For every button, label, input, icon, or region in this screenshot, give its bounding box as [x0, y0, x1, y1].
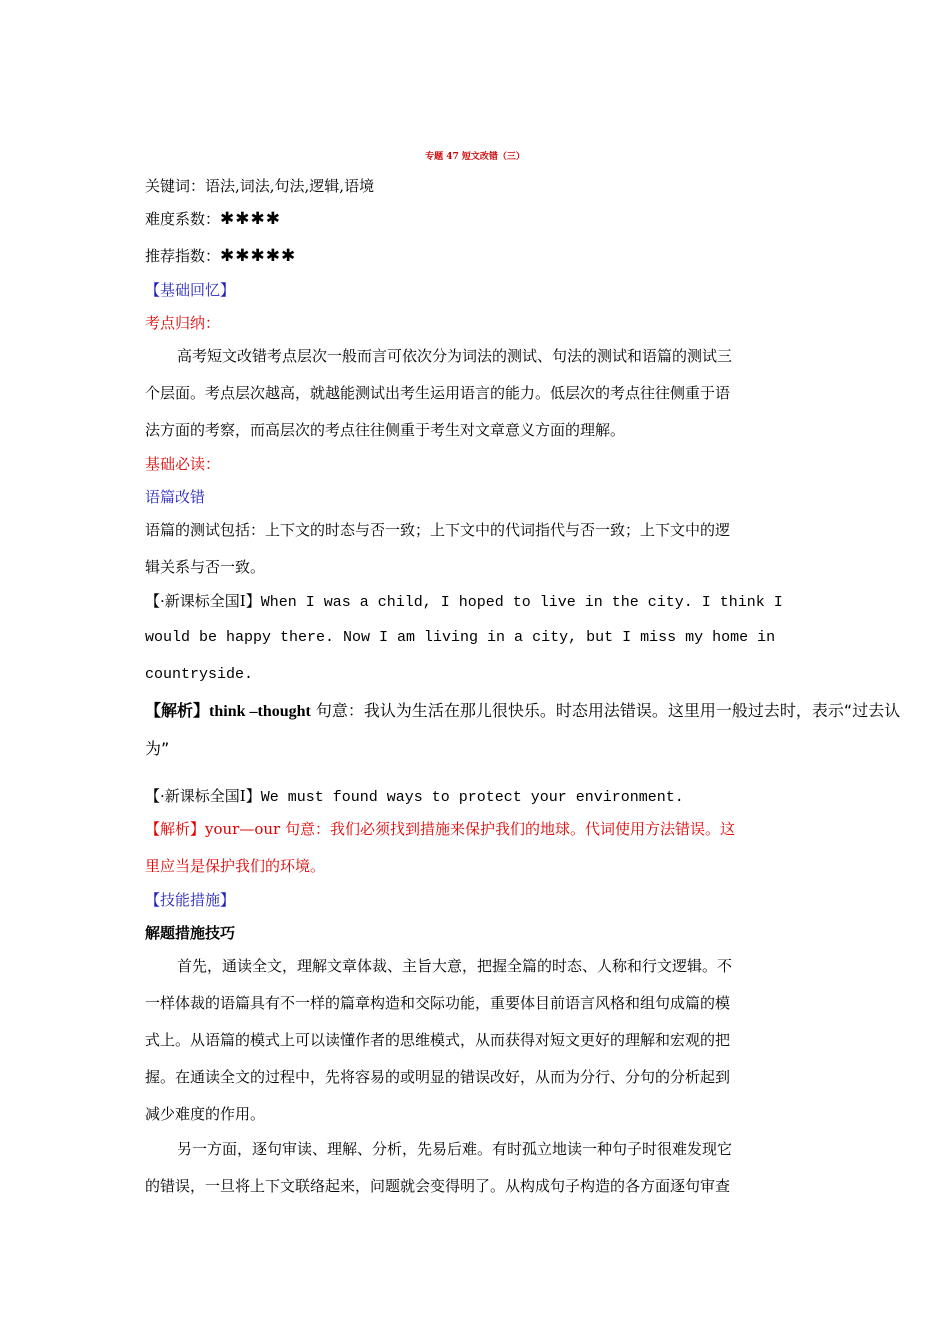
- example1-analysis-answer: think –thought: [209, 703, 311, 720]
- example1-source: 【·新课标全国Ⅰ】: [145, 592, 261, 610]
- difficulty-line: [145, 209, 281, 229]
- para1-line-4: 握。在通读全文的过程中，先将容易的或明显的错误改好，从而为分行、分句的分析起到: [145, 1068, 731, 1086]
- jichu-label: 基础必读：: [145, 455, 221, 473]
- example2-line: [145, 786, 684, 808]
- example1-text-1: When I was a child, I hoped to live in the city. I think I: [260, 594, 783, 611]
- para1-line-5: 减少难度的作用。: [145, 1105, 266, 1123]
- example1-line-3: countryside.: [145, 666, 254, 683]
- page-title: 专题 47 短文改错（三）: [425, 152, 525, 162]
- kaodian-line-2: 个层面。考点层次越高，就越能测试出考生运用语言的能力。低层次的考点往往侧重于语: [145, 384, 731, 402]
- yupian-line-2: 辑关系与否一致。: [145, 558, 266, 576]
- para1-line-1: 首先，通读全文，理解文章体裁、主旨大意，把握全篇的时态、人称和行文逻辑。不: [177, 957, 733, 975]
- kaodian-line-3: 法方面的考察，而高层次的考点往往侧重于考生对文章意义方面的理解。: [145, 421, 626, 439]
- difficulty-label: 难度系数：: [145, 210, 221, 228]
- recommend-line: [145, 246, 296, 266]
- skills-heading: 解题措施技巧: [145, 924, 236, 942]
- yupian-label: 语篇改错: [145, 488, 206, 506]
- kaodian-label: 考点归纳：: [145, 314, 221, 332]
- section-skills-heading: 【技能措施】: [145, 891, 236, 909]
- example2-analysis-line-1: 【解析】your—our 句意：我们必须找到措施来保护我们的地球。代词使用方法错误。这: [145, 820, 735, 838]
- para1-line-2: 一样体裁的语篇具有不一样的篇章构造和交际功能，重要体目前语言风格和组句成篇的模: [145, 994, 731, 1012]
- example1-analysis-line-1: [145, 701, 900, 722]
- example1-analysis-line-2: 为”: [145, 739, 170, 758]
- example2-source: 【·新课标全国Ⅰ】: [145, 787, 261, 805]
- example1-analysis-tag: 【解析】: [145, 701, 210, 720]
- para2-line-1: 另一方面，逐句审读、理解、分析，先易后难。有时孤立地读一种句子时很难发现它: [177, 1140, 733, 1158]
- example1-analysis-text: 句意：我认为生活在那儿很快乐。时态用法错误。这里用一般过去时，表示“过去认: [310, 701, 901, 720]
- example1-line-1: [145, 591, 783, 613]
- difficulty-stars: ✱✱✱✱: [220, 209, 281, 229]
- example2-analysis-line-2: 里应当是保护我们的环境。: [145, 857, 326, 875]
- recommend-stars: ✱✱✱✱✱: [220, 246, 297, 266]
- para2-line-2: 的错误，一旦将上下文联络起来，问题就会变得明了。从构成句子构造的各方面逐句审查: [145, 1177, 731, 1195]
- example1-line-2: would be happy there. Now I am living in a city, but I miss my home in: [145, 629, 776, 646]
- example2-sentence: We must found ways to protect your environment.: [260, 789, 684, 806]
- recommend-label: 推荐指数：: [145, 247, 221, 265]
- keywords-line: 关键词：语法,词法,句法,逻辑,语境: [145, 177, 375, 195]
- yupian-line-1: 语篇的测试包括：上下文的时态与否一致；上下文中的代词指代与否一致；上下文中的逻: [145, 521, 731, 539]
- para1-line-3: 式上。从语篇的模式上可以读懂作者的思维模式，从而获得对短文更好的理解和宏观的把: [145, 1031, 731, 1049]
- kaodian-line-1: 高考短文改错考点层次一般而言可依次分为词法的测试、句法的测试和语篇的测试三: [177, 347, 733, 365]
- section-basics-heading: 【基础回忆】: [145, 281, 236, 299]
